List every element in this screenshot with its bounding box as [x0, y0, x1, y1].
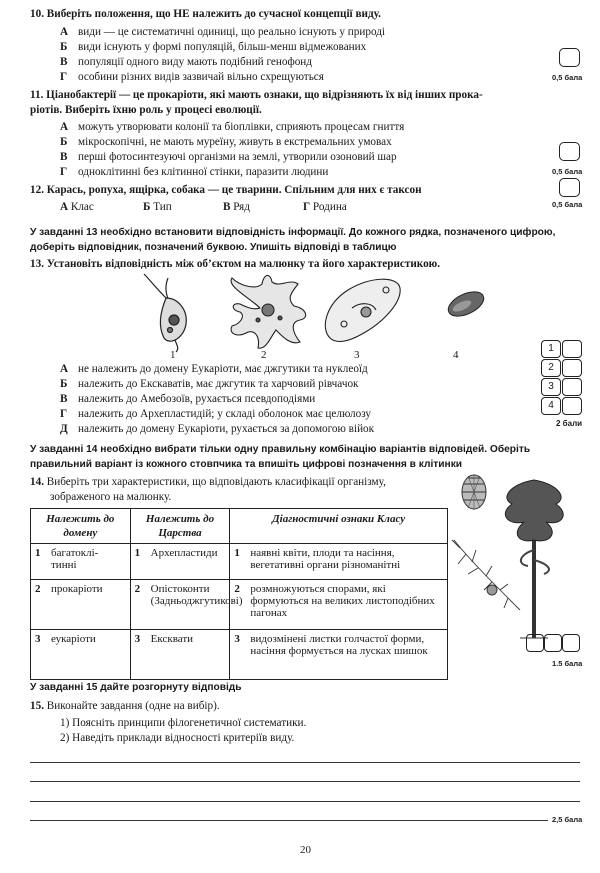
q12-answer-box[interactable] — [559, 178, 580, 197]
q13-option-b: Б належить до Екскаватів, має джгутик та харчовий рівчачок — [60, 378, 359, 390]
q10-option-g: Г особини різних видів зазвичай вільно схрещуються — [60, 71, 324, 83]
organism-1-flagellate-icon — [144, 274, 186, 352]
instruction-13: У завданні 13 необхідно встановити відповідність інформації. До кожного рядка, позначеного цифрою, доберіть відповідник, позначений буквою. Упишіть відповіді в таблицю — [30, 227, 556, 253]
q13-option-a: А не належить до домену Еукаріоти, має джгутики та нуклеоїд — [60, 363, 368, 375]
q13-answer-2[interactable] — [562, 359, 582, 377]
q15-text: Виконайте завдання (одне на вибір). — [46, 700, 220, 712]
organism-3-paramecium-icon — [325, 279, 400, 341]
figure-label-3: 3 — [354, 349, 360, 361]
q10-option-v: В популяції одного виду мають подібний генофонд — [60, 56, 312, 68]
q12-option-g: Г Родина — [303, 201, 347, 213]
q14-number: 14. — [30, 476, 44, 488]
header-domain: Належить до домену — [31, 509, 131, 544]
q14-title — [30, 475, 386, 505]
answer-line-4[interactable] — [30, 820, 548, 821]
q12-option-v: В Ряд — [223, 201, 250, 213]
q12-number: 12. — [30, 184, 44, 196]
q13-figures — [130, 268, 510, 354]
q12-option-b: Б Тип — [143, 201, 172, 213]
q11-option-v: В перші фотосинтезуючі організми на землі, утворили озоновий шар — [60, 151, 397, 163]
q10-title — [30, 8, 381, 20]
q13-answer-3[interactable] — [562, 378, 582, 396]
q15-item-1: 1) Поясніть принципи філогенетичної систематики. — [60, 717, 307, 729]
q11-line2: ріотів. Виберіть їхню роль у процесі еволюції. — [30, 104, 262, 116]
q11-line1: Ціанобактерії — це прокаріоти, які мають ознаки, що відрізняють їх від інших прока- — [46, 89, 483, 101]
table-row: 2 прокаріоти 2 Опістоконти (Задньоджгутикові) 2 розмножуються спорами, які формуються на великих листоподібних пагонах — [31, 580, 448, 630]
q10-text: Виберіть положення, що НЕ належить до сучасної концепції виду. — [46, 8, 381, 20]
q11-option-g: Г одноклітинні без клітинної стінки, паразити людини — [60, 166, 329, 178]
q11-option-b: Б мікроскопічні, не мають муреїну, живуть в екстремальних умовах — [60, 136, 392, 148]
q14-line2: зображеного на малюнку. — [50, 491, 172, 503]
q11-number: 11. — [30, 89, 44, 101]
header-kingdom: Належить до Царства — [130, 509, 230, 544]
q10-option-a: А види — це систематичні одиниці, що реально існують у природі — [60, 26, 386, 38]
q14-answer-class[interactable] — [562, 634, 580, 652]
q13-number: 13. — [30, 258, 44, 270]
figure-label-1: 1 — [170, 349, 176, 361]
q13-row-label-2: 2 — [541, 359, 561, 377]
q15-title — [30, 700, 220, 712]
organism-2-amoeba-icon — [231, 275, 306, 348]
q10-number: 10. — [30, 8, 44, 20]
pine-tree-icon — [505, 480, 563, 638]
q15-score: 2,5 бала — [552, 815, 583, 824]
table-row: 1 багатоклі-тинні 1 Архепластиди 1 наявні квіти, плоди та насіння, вегетативні органи різноманітні — [31, 544, 448, 580]
figure-label-2: 2 — [261, 349, 267, 361]
q11-answer-box[interactable] — [559, 142, 580, 161]
q15-item-2: 2) Наведіть приклади відносності критеріїв виду. — [60, 732, 295, 744]
q11-option-a: А можуть утворювати колонії та біоплівки, сприяють процесам гниття — [60, 121, 405, 133]
table-row: 3 еукаріоти 3 Ексквати 3 видозмінені листки голчастої форми, насіння формується на лусках шишок — [31, 630, 448, 680]
q13-row-label-3: 3 — [541, 378, 561, 396]
q13-row-label-4: 4 — [541, 397, 561, 415]
q12-title — [30, 184, 422, 196]
q14-line1: Виберіть три характеристики, що відповідають класифікації організму, — [46, 476, 386, 488]
page-number: 20 — [300, 844, 311, 856]
q13-option-v: В належить до Амебозоїв, рухається псевдоподіями — [60, 393, 316, 405]
q11-score: 0,5 бала — [552, 167, 583, 176]
instruction-14: У завданні 14 необхідно вибрати тільки одну правильну комбінацію варіантів відповідей. Оберіть правильний варіант із кожного стовпчика та впишіть цифрові позначення в клітинки — [30, 444, 531, 470]
q15-number: 15. — [30, 700, 44, 712]
q13-row-label-1: 1 — [541, 340, 561, 358]
q10-answer-box[interactable] — [559, 48, 580, 67]
q14-table — [30, 508, 448, 680]
instruction-15: У завданні 15 дайте розгорнуту відповідь — [30, 682, 242, 693]
q13-option-g: Г належить до Архепластидій; у складі оболонок має целюлозу — [60, 408, 372, 420]
q14-score: 1.5 бала — [552, 659, 583, 668]
q13-text: Установіть відповідність між об’єктом на малюнку та його характеристикою. — [46, 258, 441, 270]
q14-answer-kingdom[interactable] — [544, 634, 562, 652]
q14-answer-domain[interactable] — [526, 634, 544, 652]
q10-score: 0,5 бала — [552, 73, 583, 82]
q12-text: Карась, ропуха, ящірка, собака — це тварини. Спільним для них є таксон — [46, 184, 422, 196]
q12-score: 0,5 бала — [552, 200, 583, 209]
q13-answer-1[interactable] — [562, 340, 582, 358]
answer-line-1[interactable] — [30, 762, 580, 763]
header-class: Діагностичні ознаки Класу — [230, 509, 448, 544]
q11-title — [30, 88, 560, 118]
q13-score: 2 бали — [556, 419, 583, 428]
pine-tree-illustration — [450, 470, 580, 640]
organism-4-bacterium-icon — [445, 287, 488, 321]
answer-line-3[interactable] — [30, 801, 580, 802]
figure-label-4: 4 — [453, 349, 459, 361]
q12-option-a: А Клас — [60, 201, 94, 213]
pine-cone-icon — [462, 474, 486, 510]
pine-branch-icon — [452, 540, 520, 610]
q13-option-d: Д належить до домену Еукаріоти, рухається за допомогою війок — [60, 423, 375, 435]
q10-option-b: Б види існують у формі популяцій, більш-менш відмежованих — [60, 41, 367, 53]
answer-line-2[interactable] — [30, 781, 580, 782]
q13-answer-4[interactable] — [562, 397, 582, 415]
